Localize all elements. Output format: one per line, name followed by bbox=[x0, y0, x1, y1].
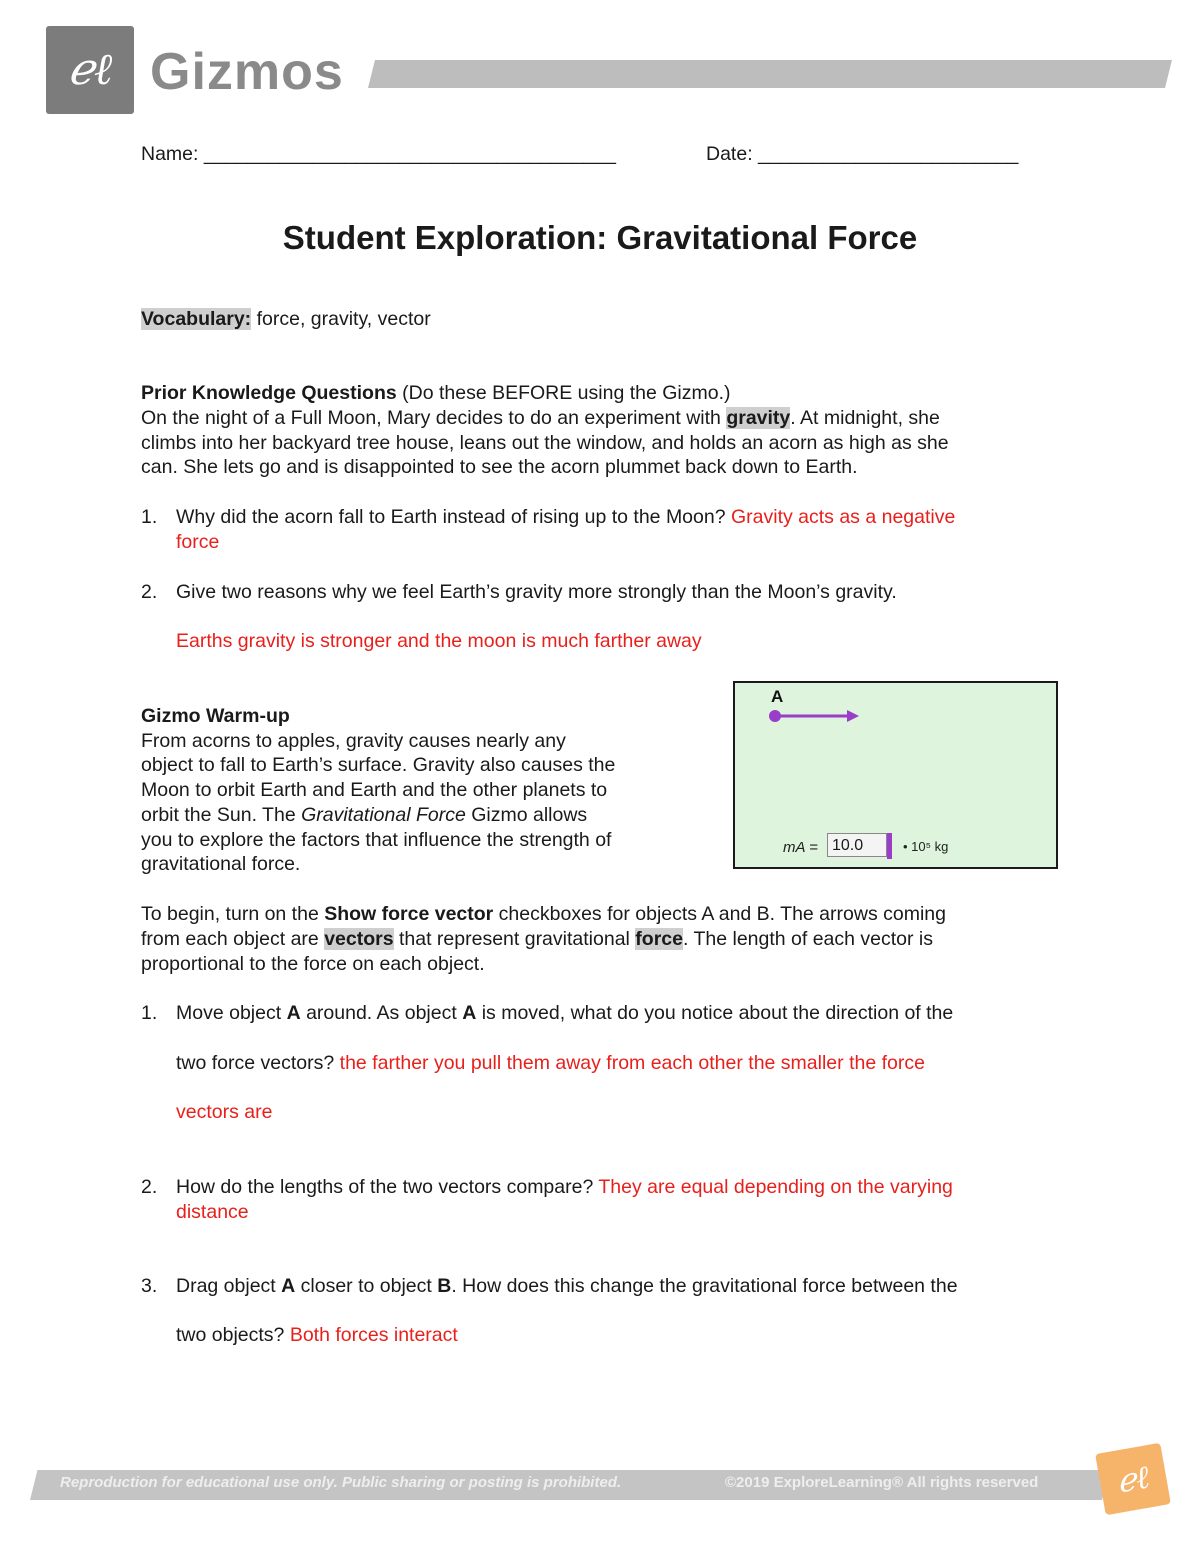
vectors-term: vectors bbox=[324, 928, 394, 950]
answer-text: distance bbox=[176, 1201, 249, 1223]
prior-paragraph-line-2: climbs into her backyard tree house, leans out the window, and holds an acorn as high as she bbox=[141, 432, 949, 454]
answer-text: Earths gravity is stronger and the moon is much farther away bbox=[176, 630, 702, 652]
name-field[interactable]: Name: ______________________________________ bbox=[141, 143, 616, 165]
warmup-instructions-line-1: To begin, turn on the Show force vector checkboxes for objects A and B. The arrows coming bbox=[141, 903, 946, 925]
footer-notice: Reproduction for educational use only. Public sharing or posting is prohibited. bbox=[60, 1474, 622, 1491]
warmup-line: you to explore the factors that influence the strength of bbox=[141, 829, 612, 851]
warmup-line: gravitational force. bbox=[141, 853, 301, 875]
warmup-line: object to fall to Earth’s surface. Gravity also causes the bbox=[141, 754, 616, 776]
explorelearning-logo bbox=[1095, 1443, 1171, 1516]
warmup-instructions-line-2: from each object are vectors that represent gravitational force. The length of each vector is bbox=[141, 928, 934, 950]
vocabulary-label: Vocabulary: bbox=[141, 308, 252, 330]
logo-glyph: ℯℓ bbox=[67, 44, 113, 95]
prior-paragraph-line-1: On the night of a Full Moon, Mary decides to do an experiment with gravity. At midnight, she bbox=[141, 407, 940, 429]
prior-heading-text: Prior Knowledge Questions bbox=[141, 382, 397, 404]
header-bar bbox=[368, 60, 1172, 88]
prior-heading-note: (Do these BEFORE using the Gizmo.) bbox=[396, 382, 731, 404]
answer-text: force bbox=[176, 531, 220, 553]
mass-unit: • 10⁵ kg bbox=[903, 839, 949, 854]
warmup-line: Moon to orbit Earth and Earth and the other planets to bbox=[141, 779, 608, 801]
force-term: force bbox=[635, 928, 683, 950]
warmup-question-1-cont: two force vectors? the farther you pull them away from each other the smaller the force bbox=[176, 1052, 925, 1074]
object-a-label: A bbox=[771, 687, 784, 706]
mass-input[interactable]: 10.0 bbox=[827, 833, 887, 857]
brand-name: Gizmos bbox=[150, 43, 344, 101]
prior-question-2: 2. Give two reasons why we feel Earth’s gravity more strongly than the Moon’s gravity. bbox=[141, 581, 897, 603]
mass-slider-handle[interactable] bbox=[887, 833, 892, 859]
warmup-question-1: 1. Move object A around. As object A is moved, what do you notice about the direction of the bbox=[141, 1002, 954, 1024]
gizmo-screenshot bbox=[733, 681, 1058, 869]
warmup-line: orbit the Sun. The Gravitational Force Gizmo allows bbox=[141, 804, 588, 826]
prior-paragraph-line-3: can. She lets go and is disappointed to see the acorn plummet back down to Earth. bbox=[141, 456, 858, 478]
vocabulary-line bbox=[141, 307, 431, 332]
page-title: Student Exploration: Gravitational Force bbox=[282, 219, 918, 256]
warmup-line: From acorns to apples, gravity causes nearly any bbox=[141, 730, 566, 752]
answer-text: They are equal depending on the varying bbox=[598, 1176, 953, 1198]
warmup-question-3: 3. Drag object A closer to object B. How does this change the gravitational force between the bbox=[141, 1275, 958, 1297]
gizmo-title: Gravitational Force bbox=[301, 804, 466, 826]
show-force-vector-term: Show force vector bbox=[324, 903, 494, 925]
prior-question-1: 1. Why did the acorn fall to Earth instead of rising up to the Moon? Gravity acts as a negative bbox=[141, 506, 956, 528]
gizmos-logo bbox=[46, 26, 134, 114]
gravity-term: gravity bbox=[726, 407, 791, 429]
answer-text: Both forces interact bbox=[289, 1324, 458, 1346]
warmup-question-3-cont: two objects? Both forces interact bbox=[176, 1324, 458, 1346]
date-field[interactable]: Date: ________________________ bbox=[706, 143, 1019, 165]
footer-logo-glyph: ℯℓ bbox=[1113, 1457, 1153, 1501]
footer-copyright: ©2019 ExploreLearning® All rights reserved bbox=[725, 1474, 1039, 1491]
answer-text: Gravity acts as a negative bbox=[730, 506, 956, 528]
warmup-instructions-line-3: proportional to the force on each object. bbox=[141, 953, 485, 975]
warmup-question-2: 2. How do the lengths of the two vectors compare? They are equal depending on the varying bbox=[141, 1176, 953, 1198]
answer-text: vectors are bbox=[176, 1101, 273, 1123]
mass-label: mA = bbox=[783, 839, 818, 856]
warmup-heading: Gizmo Warm-up bbox=[141, 705, 290, 727]
vocabulary-terms: force, gravity, vector bbox=[251, 308, 431, 330]
prior-knowledge-heading bbox=[141, 381, 731, 406]
answer-text: the farther you pull them away from each other the smaller the force bbox=[339, 1052, 925, 1074]
